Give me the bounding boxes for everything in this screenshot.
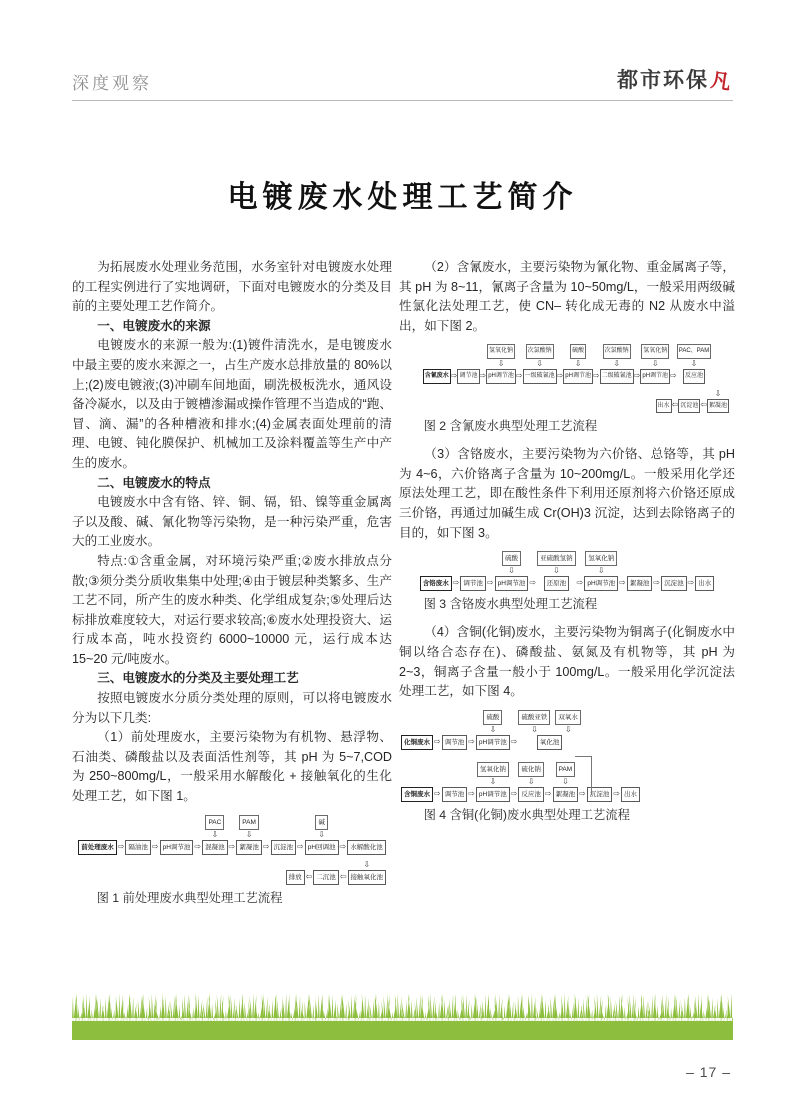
flow-box: 前处理废水 xyxy=(78,840,117,855)
article-title: 电镀废水处理工艺简介 xyxy=(227,181,578,214)
flow-unit xyxy=(621,787,640,802)
flow-box: 次氯酸钠 xyxy=(526,344,554,359)
flow-unit xyxy=(313,870,339,885)
flow-unit xyxy=(236,815,262,855)
flow-box: 硫化钠 xyxy=(518,762,544,777)
flow-box: 隔油池 xyxy=(125,840,151,855)
flow-box: 硫酸 xyxy=(483,710,502,725)
brand xyxy=(617,64,733,94)
section-heading: 二、电镀废水的特点 xyxy=(97,475,211,490)
down-arrow-icon: ⇩ xyxy=(245,829,253,839)
flow-unit xyxy=(460,576,486,591)
flow-box: 水解酸化池 xyxy=(347,840,386,855)
flow-unit xyxy=(423,369,451,384)
flow-box: pH调节池 xyxy=(160,840,194,855)
flow-arrow-icon: ⇨ xyxy=(117,841,125,851)
section-heading: 三、电镀废水的分类及主要处理工艺 xyxy=(97,671,299,686)
flow-box: 硫酸 xyxy=(502,551,521,566)
down-arrow-icon: ⇩ xyxy=(564,724,572,734)
flow-box: 氢氧化钠 xyxy=(487,344,515,359)
paragraph: （2）含氰废水，主要污染物为氰化物、重金属离子等，其 pH 为 8~11，氰离子含量为 10~50mg/L，一般采用两级碱性氯化法处理工艺，使 CN– 转化成无毒的 N2 从废水中溢出，如下图 2。 xyxy=(399,260,735,333)
flow-box: 出水 xyxy=(656,399,672,414)
flow-box: 调节池 xyxy=(460,576,486,591)
flow-arrow-icon: ⇨ xyxy=(544,789,552,799)
flow-box: 接触氧化池 xyxy=(348,870,387,885)
flow-unit xyxy=(518,762,544,802)
paragraph: 特点:①含重金属，对环境污染严重;②废水排放点分散;③须分类分质收集集中处理;④由于镀层种类繁多、生产工艺不同，所产生的废水种类、化学组成复杂;⑤处理后达标排放难度较大，对运行要求较高;⑥废水处理投资大、运行成本高，吨水投资约 6000~10000 元，运行成本达 15~20 元/吨废水。 xyxy=(72,553,392,666)
flow-arrow-icon: ⇨ xyxy=(515,370,523,380)
flow-box: 氢氧化钠 xyxy=(477,762,509,777)
flow-arrow-icon: ⇨ xyxy=(579,789,586,799)
down-arrow-icon: ⇩ xyxy=(613,358,621,368)
flow-unit xyxy=(401,787,433,802)
flow-box: 反应池 xyxy=(518,787,544,802)
down-arrow-icon: ⇩ xyxy=(574,358,582,368)
flow-unit xyxy=(442,735,468,750)
flow-unit xyxy=(678,399,700,414)
flow-arrow-icon: ⇨ xyxy=(452,578,460,588)
flow-unit xyxy=(202,815,228,855)
flow-box: pH调节池 xyxy=(495,576,529,591)
flow-unit xyxy=(656,399,672,414)
flow-box: pH调节池 xyxy=(486,369,516,384)
flow-box: 沉淀池 xyxy=(271,840,297,855)
flow-return-row xyxy=(72,860,392,885)
flow-unit xyxy=(563,344,593,383)
figure-caption: 图 2 含氰废水典型处理工艺流程 xyxy=(423,419,598,434)
flow-arrow-icon: ⇨ xyxy=(653,578,661,588)
down-arrow-icon: ⇩ xyxy=(211,829,219,839)
flow-arrow-icon: ⇨ xyxy=(556,370,564,380)
flow-row xyxy=(399,762,735,802)
down-arrow-icon: ⇩ xyxy=(562,777,569,787)
paragraph: （4）含铜(化铜)废水，主要污染物为铜离子(化铜废水中铜以络合态存在)、磷酸盐、氨氮及有机物等，其 pH 为 2~3，铜离子含量一般小于 100mg/L。一般采用化学沉淀法处理工艺，如下图 4。 xyxy=(399,625,735,699)
section-label: 深度观察 xyxy=(72,74,152,93)
down-arrow-icon: ⇩ xyxy=(489,777,497,787)
figure-flowchart-cyanide xyxy=(399,344,735,413)
flow-arrow-icon: ⇦ xyxy=(700,400,707,410)
paragraph: （3）含铬废水，主要污染物为六价铬、总铬等，其 pH 为 4~6，六价铬离子含量为 10~200mg/L。一般采用化学还原法处理工艺，即在酸性条件下利用还原剂将六价铬还原成三价铬，再通过加碱生成 Cr(OH)3 沉淀，达到去除铬离子的目的，如下图 3。 xyxy=(399,447,735,540)
flow-elbow-connector xyxy=(575,756,592,795)
flow-arrow-icon: ⇨ xyxy=(468,789,475,799)
flow-row xyxy=(399,710,735,750)
flow-arrow-icon: ⇦ xyxy=(671,400,679,410)
flow-box: 絮凝池 xyxy=(707,399,729,414)
flow-box: 出水 xyxy=(621,787,640,802)
flow-unit xyxy=(125,840,151,855)
down-arrow-icon: ⇩ xyxy=(597,566,605,576)
flow-box: 调节池 xyxy=(457,369,479,384)
flow-box: 沉淀池 xyxy=(661,576,687,591)
flow-unit xyxy=(518,710,581,750)
flow-unit xyxy=(476,762,510,802)
flow-unit xyxy=(305,815,339,855)
paragraph: （1）前处理废水，主要污染物为有机物、悬浮物、石油类、磷酸盐以及表面活性剂等，其 pH 为 5~7,COD 为 250~800mg/L，一般采用水解酸化 + 接触氧化的生化处理工艺，如下图 1。 xyxy=(72,730,392,804)
flow-arrow-icon: ⇨ xyxy=(633,370,641,380)
flow-box: 氢氧化钠 xyxy=(641,344,669,359)
flow-arrow-icon: ⇨ xyxy=(510,789,518,799)
flow-box: 含铜废水 xyxy=(401,787,433,802)
flow-arrow-icon: ⇨ xyxy=(529,578,537,588)
flow-unit xyxy=(271,840,297,855)
flow-box: 沉淀池 xyxy=(678,399,700,414)
flow-box: pH调节池 xyxy=(563,369,593,384)
flow-box: pH调节池 xyxy=(476,787,510,802)
flow-box: 硫酸亚铁 xyxy=(518,710,550,725)
down-arrow-icon: ⇩ xyxy=(536,358,543,368)
flow-box: 次氯酸钠 xyxy=(603,344,631,359)
down-arrow-icon: ⇩ xyxy=(489,724,497,734)
flow-box: 硫酸 xyxy=(570,344,586,359)
flow-box: 出水 xyxy=(695,576,714,591)
flow-box: 亚硫酸氢钠 xyxy=(537,551,576,566)
flow-box: pH回调池 xyxy=(305,840,339,855)
flow-row xyxy=(72,815,392,855)
flow-box: 反应池 xyxy=(683,369,705,384)
figure-caption: 图 1 前处理废水典型处理工艺流程 xyxy=(96,891,283,906)
flow-unit xyxy=(347,840,386,855)
flow-box: 调节池 xyxy=(442,787,468,802)
brand-logo-icon: 凡 xyxy=(709,69,735,95)
paragraph: 按照电镀废水分质分类处理的原则，可以将电镀废水分为以下几类: xyxy=(72,691,392,725)
brand-name: 都市环保 xyxy=(617,69,709,92)
flow-unit xyxy=(401,735,433,750)
flow-arrow-icon: ⇨ xyxy=(228,841,236,851)
flow-unit xyxy=(537,551,576,591)
figure-flowchart-pretreatment xyxy=(72,815,392,885)
flow-unit xyxy=(640,344,670,383)
flow-arrow-icon: ⇦ xyxy=(339,872,347,882)
flow-unit xyxy=(600,344,634,383)
section-heading: 一、电镀废水的来源 xyxy=(97,318,211,333)
flow-unit xyxy=(420,576,452,591)
figure-caption: 图 4 含铜(化铜)废水典型处理工艺流程 xyxy=(423,808,630,823)
flow-arrow-icon: ⇨ xyxy=(151,841,159,851)
flow-box: 含氰废水 xyxy=(423,369,451,384)
flow-box: 双氧水 xyxy=(555,710,581,725)
paragraph: 电镀废水的来源一般为:(1)镀件清洗水，是电镀废水中最主要的废水来源之一，占生产废水总排放量的 80%以上;(2)废电镀液;(3)冲刷车间地面，刷洗极板洗水，通风设备冷凝水，以及由于镀槽渗漏或操作管理不当造成的“跑、冒、滴、漏”的各种槽液和排水;(4)金属表面处理前的清理、电镀、钝化膜保护、机械加工及涂料覆盖等生产中产生的废水。 xyxy=(72,338,392,470)
flow-arrow-icon: ⇨ xyxy=(510,737,518,747)
flow-box: 二级破氰池 xyxy=(600,369,634,384)
flow-box: pH调节池 xyxy=(476,735,510,750)
paragraph: 电镀废水中含有铬、锌、铜、镉，铅、镍等重金属离子以及酸、碱、氰化物等污染物，是一种污染严重，危害大的工业废水。 xyxy=(72,495,392,549)
down-arrow-icon: ⇩ xyxy=(363,859,371,869)
flow-arrow-icon: ⇨ xyxy=(262,841,270,851)
flow-box: PAM xyxy=(556,762,576,777)
flow-box: pH调节池 xyxy=(640,369,670,384)
grass-decoration xyxy=(72,982,733,1040)
flow-arrow-icon: ⇨ xyxy=(434,737,441,747)
flow-box: 化铜废水 xyxy=(401,735,433,750)
down-arrow-icon: ⇩ xyxy=(531,724,538,734)
flow-arrow-icon: ⇨ xyxy=(450,370,458,380)
flow-box: 含铬废水 xyxy=(420,576,452,591)
down-arrow-icon: ⇩ xyxy=(651,358,659,368)
flow-unit xyxy=(442,787,468,802)
flow-box: 调节池 xyxy=(442,735,468,750)
flow-box: 絮凝池 xyxy=(236,840,262,855)
figure-caption: 图 3 含铬废水典型处理工艺流程 xyxy=(423,597,598,612)
flow-row xyxy=(399,344,735,383)
flow-arrow-icon: ⇨ xyxy=(687,578,695,588)
flow-unit xyxy=(584,551,618,591)
flow-unit xyxy=(160,840,194,855)
flow-box: 还原池 xyxy=(544,576,570,591)
flow-unit xyxy=(495,551,529,591)
flow-arrow-icon: ⇨ xyxy=(576,578,584,588)
flow-unit xyxy=(523,344,557,383)
flow-box: 二沉池 xyxy=(313,870,339,885)
header-rule xyxy=(72,100,733,101)
flow-box: 沉淀池 xyxy=(587,787,613,802)
page-header xyxy=(72,62,733,94)
flow-arrow-icon: ⇨ xyxy=(339,841,347,851)
down-arrow-icon: ⇩ xyxy=(690,358,698,368)
flow-unit xyxy=(677,344,711,383)
flow-unit xyxy=(78,840,117,855)
flow-return-row xyxy=(399,389,735,414)
down-arrow-icon: ⇩ xyxy=(318,829,325,839)
flow-unit xyxy=(457,369,479,384)
flow-unit xyxy=(707,389,729,414)
flow-box: PAM xyxy=(239,815,259,830)
flow-row xyxy=(399,551,735,591)
flow-arrow-icon: ⇨ xyxy=(468,737,475,747)
flow-arrow-icon: ⇨ xyxy=(592,370,600,380)
right-column xyxy=(399,258,735,834)
flow-unit xyxy=(661,576,687,591)
flow-box: 絮凝池 xyxy=(553,787,579,802)
flow-arrow-icon: ⇨ xyxy=(670,370,677,380)
down-arrow-icon: ⇩ xyxy=(508,566,515,576)
flow-box: 一级破氰池 xyxy=(523,369,557,384)
flow-unit xyxy=(695,576,714,591)
figure-flowchart-copper xyxy=(399,710,735,803)
flow-box: PAC xyxy=(205,815,224,830)
left-column xyxy=(72,258,392,917)
flow-unit xyxy=(286,870,305,885)
flow-arrow-icon: ⇨ xyxy=(297,841,304,851)
figure-flowchart-chromium xyxy=(399,551,735,591)
flow-unit xyxy=(348,860,387,885)
down-arrow-icon: ⇩ xyxy=(527,777,535,787)
flow-box: PAC、PAM xyxy=(677,344,711,359)
down-arrow-icon: ⇩ xyxy=(553,566,560,576)
flow-box: 氧化池 xyxy=(537,735,563,750)
flow-arrow-icon: ⇨ xyxy=(434,789,441,799)
flow-arrow-icon: ⇨ xyxy=(194,841,202,851)
flow-box: 氢氧化钠 xyxy=(585,551,617,566)
flow-box: 排放 xyxy=(286,870,305,885)
flow-box: 碱 xyxy=(315,815,328,830)
paragraph: 为拓展废水处理业务范围，水务室针对电镀废水处理的工程实例进行了实地调研，下面对电镀废水的分类及目前的主要处理工艺作简介。 xyxy=(72,260,392,314)
flow-arrow-icon: ⇦ xyxy=(305,872,313,882)
flow-box: 絮凝池 xyxy=(627,576,653,591)
flow-unit xyxy=(486,344,516,383)
page-number: – 17 – xyxy=(686,1064,731,1080)
flow-arrow-icon: ⇨ xyxy=(479,370,487,380)
flow-unit xyxy=(627,576,653,591)
down-arrow-icon: ⇩ xyxy=(714,388,722,398)
flow-box: 混凝池 xyxy=(202,840,228,855)
flow-arrow-icon: ⇨ xyxy=(619,578,626,588)
down-arrow-icon: ⇩ xyxy=(497,358,505,368)
flow-box: pH调节池 xyxy=(584,576,618,591)
flow-unit xyxy=(476,710,510,750)
flow-arrow-icon: ⇨ xyxy=(613,789,621,799)
flow-arrow-icon: ⇨ xyxy=(486,578,494,588)
